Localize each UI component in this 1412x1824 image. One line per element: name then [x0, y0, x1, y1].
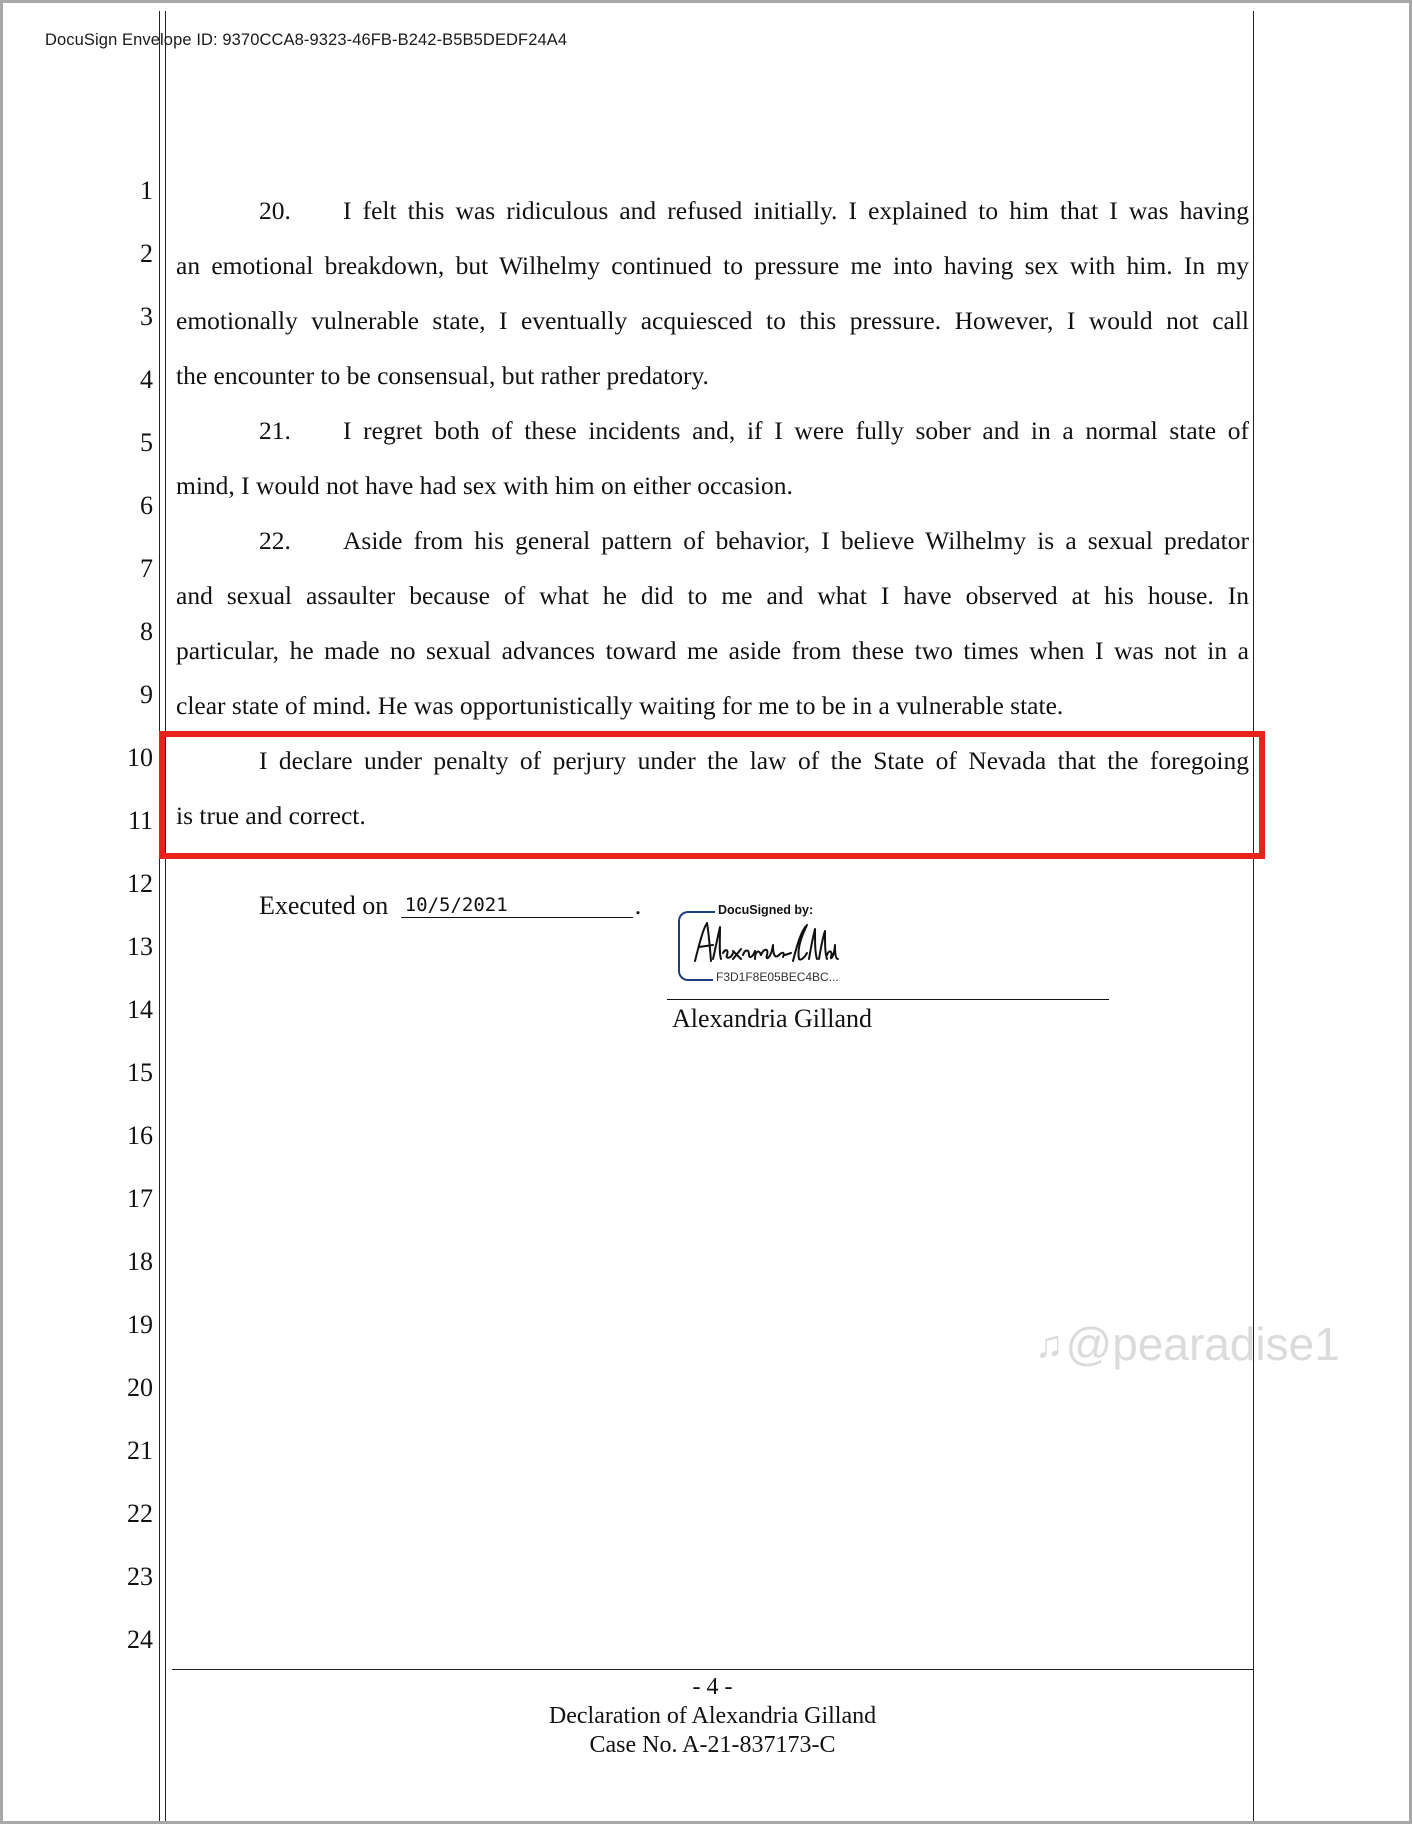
- line-number: 5: [140, 428, 153, 457]
- paragraph-22-line: clear state of mind. He was opportunistically waiting for me to be in a vulnerable state.: [176, 691, 1064, 720]
- line-number: 22: [127, 1499, 153, 1528]
- paragraph-21-line: 21. I regret both of these incidents and, if I were fully sober and in a normal state of: [259, 416, 1249, 445]
- line-number: 24: [127, 1625, 153, 1654]
- line-number: 2: [140, 239, 153, 268]
- line-number: 12: [127, 869, 153, 898]
- line-number: 8: [140, 617, 153, 646]
- line-number: 14: [127, 995, 153, 1024]
- line-number: 7: [140, 554, 153, 583]
- paragraph-20-line: the encounter to be consensual, but rather predatory.: [176, 361, 709, 390]
- paragraph-20-line: an emotional breakdown, but Wilhelmy continued to pressure me into having sex with him. In my: [176, 251, 1249, 280]
- docusign-envelope-id: DocuSign Envelope ID: 9370CCA8-9323-46FB-B242-B5B5DEDF24A4: [45, 31, 568, 49]
- declaration-line: I declare under penalty of perjury under the law of the State of Nevada that the foregoing: [259, 746, 1249, 775]
- handwritten-signature: [689, 915, 839, 973]
- paragraph-22-line: 22. Aside from his general pattern of behavior, I believe Wilhelmy is a sexual predator: [259, 526, 1249, 555]
- signature-line: [667, 999, 1109, 1000]
- line-number: 15: [127, 1058, 153, 1087]
- signature-id: F3D1F8E05BEC4BC...: [713, 970, 842, 984]
- executed-date: 10/5/2021: [401, 893, 633, 918]
- paragraph-number: 20.: [259, 196, 291, 225]
- paragraph-21-line: mind, I would not have had sex with him on either occasion.: [176, 471, 793, 500]
- executed-period: .: [634, 891, 642, 920]
- line-number: 11: [127, 806, 153, 835]
- line-number: 9: [140, 680, 153, 709]
- paragraph-20-line: emotionally vulnerable state, I eventually acquiesced to this pressure. However, I would not call: [176, 306, 1249, 335]
- executed-on-line: [259, 891, 641, 921]
- line-number: 13: [127, 932, 153, 961]
- line-number: 16: [127, 1121, 153, 1150]
- line-number: 1: [140, 176, 153, 205]
- paragraph-22-line: particular, he made no sexual advances toward me aside from these two times when I was not in a: [176, 636, 1249, 665]
- watermark-handle: @pearadise1: [1065, 1318, 1340, 1370]
- paragraph-number: 21.: [259, 416, 291, 445]
- line-number: 4: [140, 365, 153, 394]
- docusigned-by-label: DocuSigned by:: [715, 903, 816, 917]
- line-number: 17: [127, 1184, 153, 1213]
- signer-name: Alexandria Gilland: [672, 1004, 872, 1033]
- footer-page-number: - 4 -: [692, 1674, 733, 1700]
- paragraph-22-line: and sexual assaulter because of what he did to me and what I have observed at his house. In: [176, 581, 1249, 610]
- paragraph-20-line: 20. I felt this was ridiculous and refused initially. I explained to him that I was having: [259, 196, 1249, 225]
- declaration-line: is true and correct.: [176, 801, 366, 830]
- highlight-box: [159, 731, 1265, 859]
- paragraph-number: 22.: [259, 526, 291, 555]
- footer-case-number: Case No. A-21-837173-C: [589, 1732, 836, 1758]
- footer-document-title: Declaration of Alexandria Gilland: [548, 1703, 877, 1729]
- watermark: [1035, 1317, 1340, 1371]
- tiktok-icon: ♫: [1035, 1324, 1064, 1366]
- line-number: 3: [140, 302, 153, 331]
- line-number: 19: [127, 1310, 153, 1339]
- line-number: 6: [140, 491, 153, 520]
- line-number: 20: [127, 1373, 153, 1402]
- pleading-line-numbers: [3, 3, 153, 1821]
- left-margin-rule-inner: [165, 11, 166, 1821]
- line-number: 23: [127, 1562, 153, 1591]
- executed-label: Executed on: [259, 891, 389, 920]
- line-number: 18: [127, 1247, 153, 1276]
- docusign-signature-block: [677, 903, 837, 983]
- line-number: 21: [127, 1436, 153, 1465]
- left-margin-rule: [159, 11, 160, 1821]
- line-number: 10: [127, 743, 153, 772]
- footer-rule: [172, 1669, 1253, 1670]
- right-margin-rule: [1253, 11, 1254, 1821]
